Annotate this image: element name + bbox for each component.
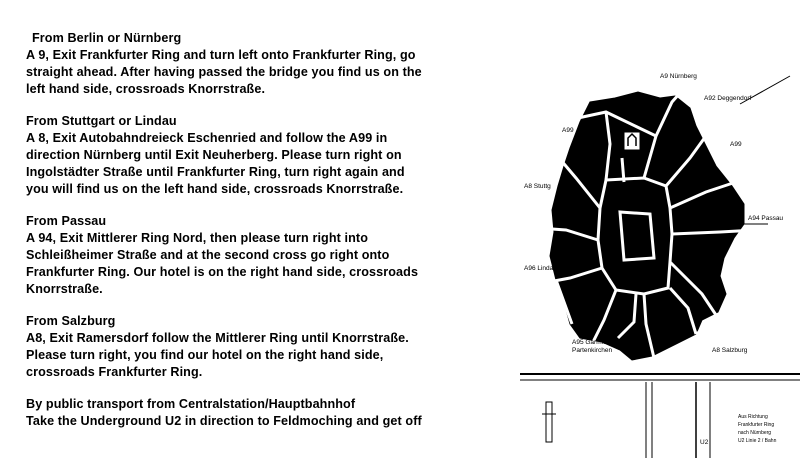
section-body: Take the Underground U2 in direction to Feldmoching and get off [26,414,422,428]
section-body: A 8, Exit Autobahndreieck Eschenried and follow the A99 in direction Nürnberg until Exit Neuherberg. Please turn right on Ingolstädter Straße until Frankfurter Ring, turn right again and you will find us on the left hand side, crossroads Knorrstraße. [26,131,405,196]
label-a99-left: A99 [562,127,574,134]
label-a99-right: A99 [730,141,742,148]
section-body: A 9, Exit Frankfurter Ring and turn left onto Frankfurter Ring, go straight ahead. After having passed the bridge you find us on the left hand side, crossroads Knorrstraße. [26,48,422,96]
section-heading: By public transport from Centralstation/Hauptbahnhof [26,397,356,411]
section-heading: From Salzburg [26,314,116,328]
section-body: A 94, Exit Mittlerer Ring Nord, then please turn right into Schleißheimer Straße and at the second cross go right onto Frankfurter Ring. Our hotel is on the right hand side, crossroads Knorrstraße. [26,231,419,296]
section-heading: From Berlin or Nürnberg [32,31,182,45]
directions-text [26,30,526,445]
label-a8-stuttgart: A8 Stuttg [524,183,551,190]
label-a95-line2: Partenkirchen [572,347,613,354]
section-public-transport [26,396,526,430]
legend-line3: nach Nürnberg [738,430,772,436]
section-passau [26,213,526,298]
label-u2: U2 [700,439,709,446]
label-a96: A96 Lindau [524,265,557,272]
legend-line1: Aus Richtung [738,414,768,420]
underground-entrance [546,402,552,442]
section-stuttgart-lindau [26,113,526,198]
section-heading: From Stuttgart or Lindau [26,114,177,128]
section-heading: From Passau [26,214,107,228]
route-map-svg [520,62,800,458]
section-berlin-nuernberg [26,30,526,98]
label-a92: A92 Deggendorf [704,95,752,102]
label-a94: A94 Passau [748,215,784,222]
label-a95-line1: A95 Garmisch- [572,339,616,346]
legend-line2: Frankfurter Ring [738,422,775,428]
legend-line4: U2 Linie 2 / Bahn [738,438,777,444]
route-map [520,62,800,458]
section-body: A8, Exit Ramersdorf follow the Mittlerer Ring until Knorrstraße. Please turn right, you find our hotel on the right hand side, crossroads Frankfurter Ring. [26,331,409,379]
label-a8-salzburg: A8 Salzburg [712,347,748,354]
section-salzburg [26,313,526,381]
label-a9: A9 Nürnberg [660,73,697,80]
